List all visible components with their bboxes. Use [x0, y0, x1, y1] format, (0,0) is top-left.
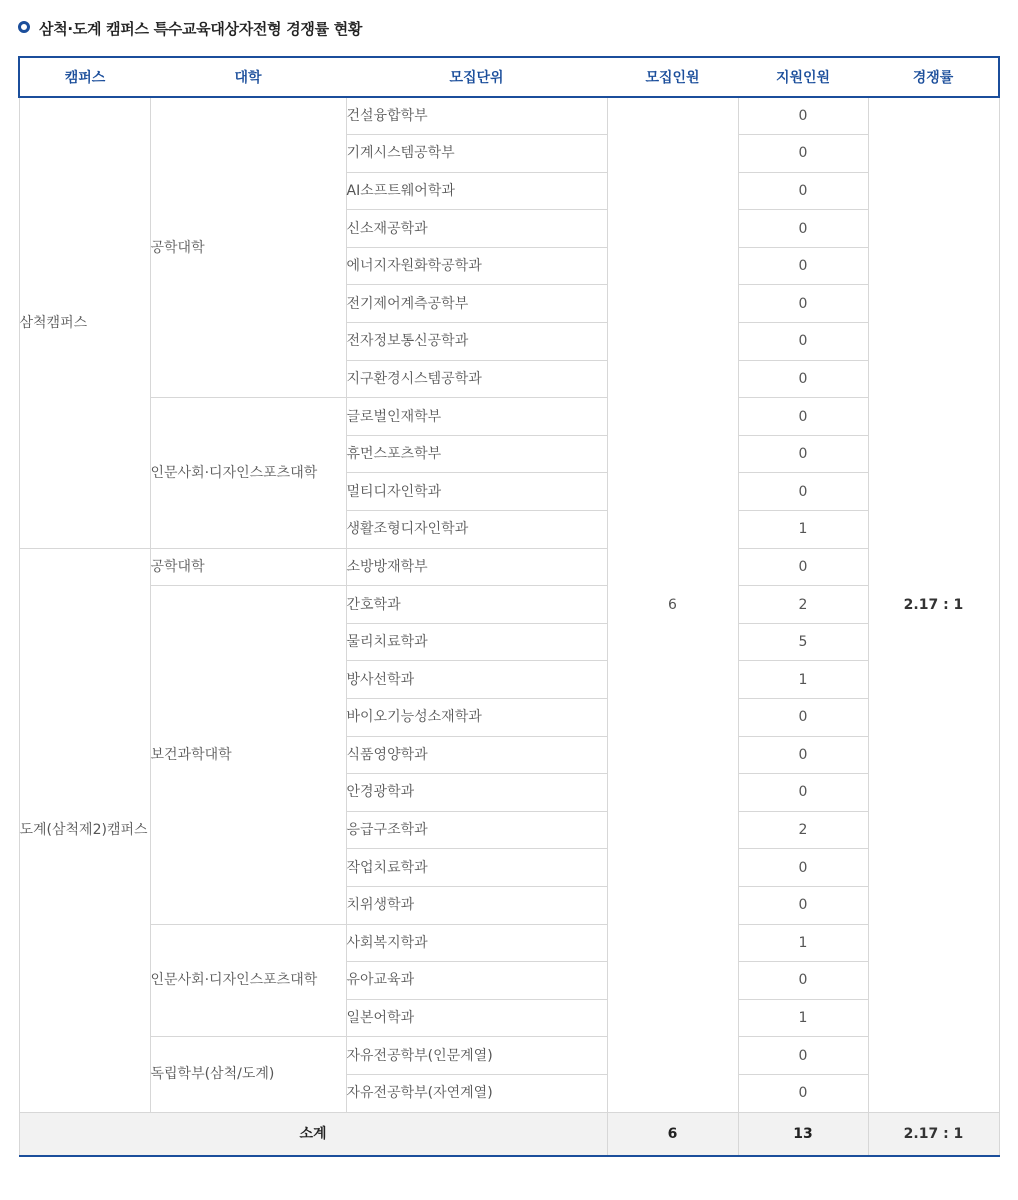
- unit-cell: 에너지자원화학공학과: [346, 247, 607, 285]
- applicants-cell: 0: [738, 736, 868, 774]
- header-rate: 경쟁률: [868, 57, 999, 97]
- subtotal-rate: 2.17 : 1: [868, 1112, 999, 1156]
- section-title-text: 삼척·도계 캠퍼스 특수교육대상자전형 경쟁률 현황: [39, 19, 363, 38]
- campus-cell: 삼척캠퍼스: [19, 97, 150, 548]
- header-quota: 모집인원: [607, 57, 738, 97]
- subtotal-row: [19, 1112, 999, 1156]
- unit-cell: 글로벌인재학부: [346, 398, 607, 436]
- table-header-row: [19, 57, 999, 97]
- unit-cell: 유아교육과: [346, 962, 607, 1000]
- applicants-cell: 0: [738, 1074, 868, 1112]
- table-row: [19, 398, 999, 436]
- table-row: [19, 586, 999, 624]
- college-cell: 독립학부(삼척/도계): [150, 1037, 346, 1112]
- header-campus: 캠퍼스: [19, 57, 150, 97]
- table-row: [19, 1037, 999, 1075]
- applicants-cell: 0: [738, 548, 868, 586]
- unit-cell: 응급구조학과: [346, 811, 607, 849]
- applicants-cell: 5: [738, 623, 868, 661]
- college-cell: 공학대학: [150, 548, 346, 586]
- applicants-cell: 1: [738, 661, 868, 699]
- applicants-cell: 0: [738, 699, 868, 737]
- applicants-cell: 0: [738, 172, 868, 210]
- applicants-cell: 0: [738, 962, 868, 1000]
- applicants-cell: 0: [738, 323, 868, 361]
- unit-cell: 작업치료학과: [346, 849, 607, 887]
- unit-cell: 일본어학과: [346, 999, 607, 1037]
- header-applicants: 지원인원: [738, 57, 868, 97]
- applicants-cell: 0: [738, 1037, 868, 1075]
- applicants-cell: 0: [738, 247, 868, 285]
- campus-cell: 도계(삼척제2)캠퍼스: [19, 548, 150, 1112]
- unit-cell: 자유전공학부(자연계열): [346, 1074, 607, 1112]
- subtotal-label: 소계: [19, 1112, 607, 1156]
- unit-cell: 식품영양학과: [346, 736, 607, 774]
- unit-cell: 안경광학과: [346, 774, 607, 812]
- rate-cell: 2.17 : 1: [868, 97, 999, 1112]
- applicants-cell: 0: [738, 97, 868, 135]
- applicants-cell: 0: [738, 135, 868, 173]
- unit-cell: 사회복지학과: [346, 924, 607, 962]
- header-college: 대학: [150, 57, 346, 97]
- applicants-cell: 0: [738, 360, 868, 398]
- unit-cell: 휴먼스포츠학부: [346, 435, 607, 473]
- applicants-cell: 0: [738, 473, 868, 511]
- college-cell: 인문사회·디자인스포츠대학: [150, 924, 346, 1037]
- unit-cell: 기계시스템공학부: [346, 135, 607, 173]
- subtotal-applicants: 13: [738, 1112, 868, 1156]
- college-cell: 인문사회·디자인스포츠대학: [150, 398, 346, 548]
- unit-cell: 멀티디자인학과: [346, 473, 607, 511]
- college-cell: 보건과학대학: [150, 586, 346, 924]
- unit-cell: 전기제어계측공학부: [346, 285, 607, 323]
- applicants-cell: 1: [738, 511, 868, 549]
- circle-bullet-icon: [18, 21, 30, 33]
- competition-rate-table: [18, 56, 1000, 1157]
- college-cell: 공학대학: [150, 97, 346, 398]
- applicants-cell: 2: [738, 811, 868, 849]
- applicants-cell: 1: [738, 999, 868, 1037]
- header-unit: 모집단위: [346, 57, 607, 97]
- unit-cell: 방사선학과: [346, 661, 607, 699]
- unit-cell: AI소프트웨어학과: [346, 172, 607, 210]
- table-row: [19, 97, 999, 135]
- unit-cell: 바이오기능성소재학과: [346, 699, 607, 737]
- applicants-cell: 0: [738, 886, 868, 924]
- unit-cell: 물리치료학과: [346, 623, 607, 661]
- unit-cell: 신소재공학과: [346, 210, 607, 248]
- unit-cell: 소방방재학부: [346, 548, 607, 586]
- unit-cell: 치위생학과: [346, 886, 607, 924]
- applicants-cell: 1: [738, 924, 868, 962]
- applicants-cell: 0: [738, 774, 868, 812]
- unit-cell: 전자정보통신공학과: [346, 323, 607, 361]
- applicants-cell: 0: [738, 210, 868, 248]
- unit-cell: 간호학과: [346, 586, 607, 624]
- unit-cell: 생활조형디자인학과: [346, 511, 607, 549]
- applicants-cell: 2: [738, 586, 868, 624]
- quota-cell: 6: [607, 97, 738, 1112]
- applicants-cell: 0: [738, 435, 868, 473]
- applicants-cell: 0: [738, 398, 868, 436]
- unit-cell: 자유전공학부(인문계열): [346, 1037, 607, 1075]
- table-row: [19, 924, 999, 962]
- unit-cell: 건설융합학부: [346, 97, 607, 135]
- subtotal-quota: 6: [607, 1112, 738, 1156]
- section-title: [18, 16, 362, 40]
- applicants-cell: 0: [738, 849, 868, 887]
- table-row: [19, 548, 999, 586]
- unit-cell: 지구환경시스템공학과: [346, 360, 607, 398]
- applicants-cell: 0: [738, 285, 868, 323]
